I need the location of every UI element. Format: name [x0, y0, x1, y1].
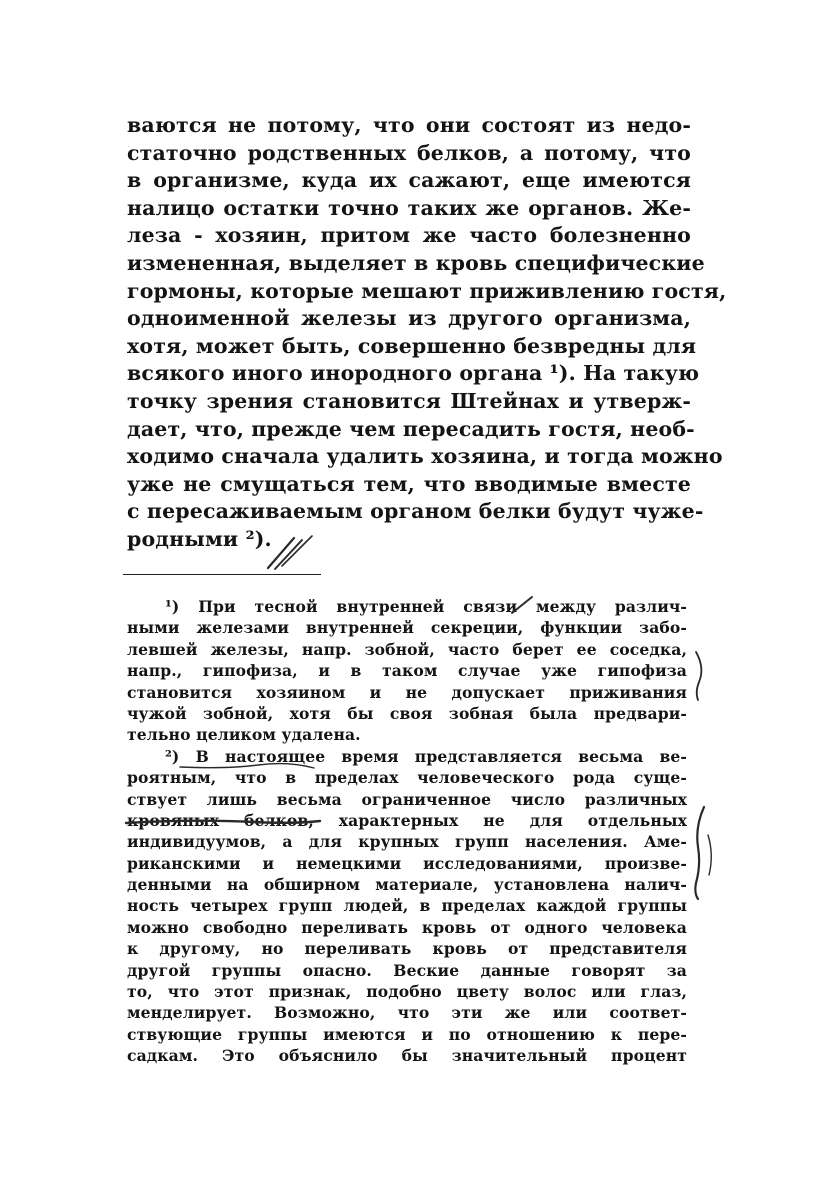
- footnote-divider: [123, 574, 321, 575]
- text-line: с пересаживаемым органом белки будут чуже-: [127, 499, 704, 524]
- text-line: статочно родственных белков, а потому, что: [127, 140, 691, 165]
- footnote-line: денными на обширном материале, установлена налич-: [127, 875, 687, 895]
- text-line: в организме, куда их сажают, еще имеются: [127, 168, 691, 193]
- text-line: налицо остатки точно таких же органов. Же-: [127, 195, 691, 220]
- text-line: ходимо сначала удалить хозяина, и тогда можно: [127, 444, 723, 469]
- footnote-line: кровяных белков, характерных не для отдельных: [127, 810, 687, 830]
- footnote-line: ствующие группы имеются и по отношению к пере-: [127, 1024, 687, 1044]
- text-line: одноименной железы из другого организма,: [127, 306, 691, 331]
- footnote-line: левшей железы, напр. зобной, часто берет ее соседка,: [127, 639, 687, 659]
- text-line: всякого иного инородного органа ¹). На такую: [127, 361, 700, 386]
- text-line: дает, что, прежде чем пересадить гостя, необ-: [127, 416, 695, 441]
- text-line: измененная, выделяет в кровь специфические: [127, 250, 705, 275]
- margin-bracket-mark: [692, 805, 718, 901]
- footnote-line: ствует лишь весьма ограниченное число различных: [127, 789, 687, 809]
- footnote-line: индивидуумов, а для крупных групп населения. Аме-: [127, 832, 687, 852]
- footnote-line: тельно целиком удалена.: [127, 725, 361, 745]
- footnote-line: становится хозяином и не допускает приживания: [127, 682, 687, 702]
- footnote-line: ными железами внутренней секреции, функции забо-: [127, 618, 687, 638]
- footnote-line: риканскими и немецкими исследованиями, произве-: [127, 853, 687, 873]
- text-line: уже не смущаться тем, что вводимые вместе: [127, 471, 691, 496]
- footnote-line: другой группы опасно. Веские данные говорят за: [127, 960, 687, 980]
- footnote-line: ность четырех групп людей, в пределах каждой группы: [127, 896, 687, 916]
- footnote-line: можно свободно переливать кровь от одного человека: [127, 917, 687, 937]
- footnote-line: то, что этот признак, подобно цвету волос или глаз,: [127, 982, 687, 1002]
- footnote-line: к другому, но переливать кровь от представителя: [127, 939, 687, 959]
- text-line: ваются не потому, что они состоят из недо-: [127, 113, 691, 137]
- text-line: родными ²).: [127, 526, 272, 551]
- text-line: гормоны, которые мешают приживлению гостя,: [127, 278, 727, 303]
- footnote-line: садкам. Это объяснило бы значительный процент: [127, 1046, 687, 1066]
- footnote-line: чужой зобной, хотя бы своя зобная была предвари-: [127, 703, 687, 723]
- text-line: точку зрения становится Штейнах и утверж-: [127, 388, 691, 413]
- footnote-line: менделирует. Возможно, что эти же или соответ-: [127, 1003, 687, 1023]
- footnotes: [127, 596, 687, 1067]
- footnote-line: напр., гипофиза, и в таком случае уже гипофиза: [127, 661, 687, 681]
- footnote-line: ¹) При тесной внутренней связи между различ-: [165, 597, 687, 616]
- margin-bracket-mark: [690, 650, 714, 702]
- text-line: хотя, может быть, совершенно безвредны для: [127, 333, 697, 358]
- text-line: леза - хозяин, притом же часто болезненно: [127, 223, 691, 248]
- footnote-line: роятным, что в пределах человеческого рода суще-: [127, 768, 687, 788]
- footnote-line: ²) В настоящее время представляется весьма ве-: [165, 746, 687, 766]
- main-paragraph: [127, 112, 727, 554]
